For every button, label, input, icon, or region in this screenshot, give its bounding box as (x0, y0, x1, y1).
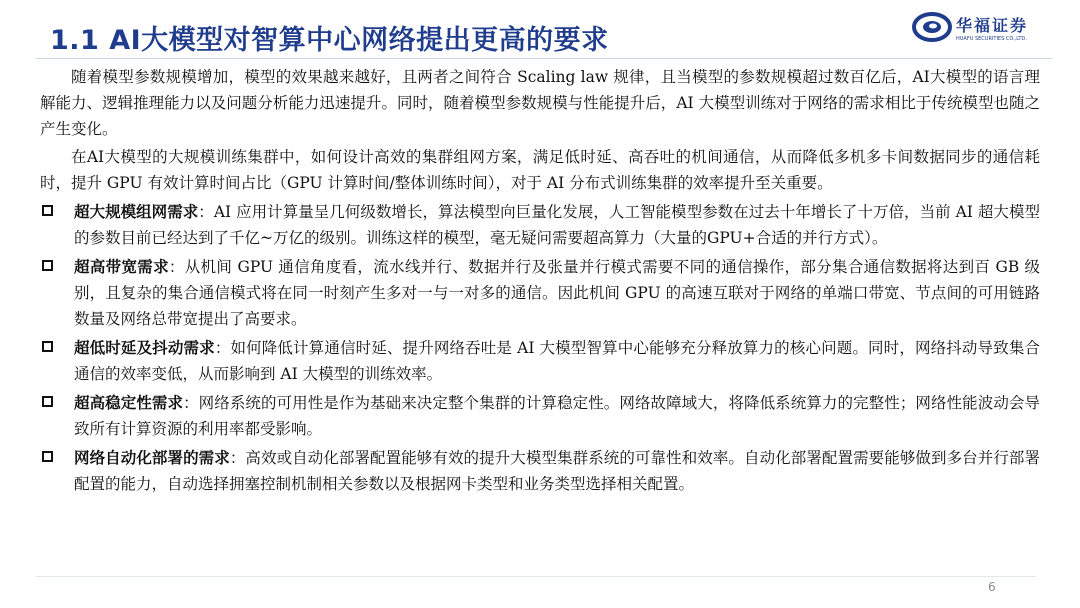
bullet-item-high-bandwidth (40, 254, 1040, 332)
bullet-item-low-latency (40, 335, 1040, 387)
checkbox-bullet-icon (42, 396, 53, 407)
main-content (40, 64, 1040, 497)
bullet-text: ：从机间 GPU 通信角度看，流水线并行、数据并行及张量并行模式需要不同的通信操作，部分集合通信数据将达到百 GB 级别，且复杂的集合通信模式将在同一时刻产生多对一与一对多的通信。因此机间 GPU 的高速互联对于网络的单端口带宽、节点间的可用链路数量及网络总带宽提出了高要求。 (74, 258, 1040, 328)
bullet-lead: 超低时延及抖动需求 (74, 339, 215, 357)
footer-divider (36, 576, 1036, 577)
bullet-lead: 超大规模组网需求 (74, 203, 199, 221)
intro-paragraph-2: 在AI大模型的大规模训练集群中，如何设计高效的集群组网方案，满足低时延、高吞吐的机间通信，从而降低多机多卡间数据同步的通信耗时，提升 GPU 有效计算时间占比（GPU 计算时间/整体训练时间），对于 AI 分布式训练集群的效率提升至关重要。 (40, 148, 1040, 192)
logo-emblem-icon (912, 12, 952, 42)
bullet-text: ：网络系统的可用性是作为基础来决定整个集群的计算稳定性。网络故障域大，将降低系统算力的完整性；网络性能波动会导致所有计算资源的利用率都受影响。 (74, 394, 1040, 438)
logo-english-text: HUAFU SECURITIES CO.,LTD. (956, 36, 1027, 42)
bullet-item-high-stability (40, 390, 1040, 442)
checkbox-bullet-icon (42, 341, 53, 352)
bullet-lead: 网络自动化部署的需求 (74, 449, 230, 467)
bullet-text: ：AI 应用计算量呈几何级数增长，算法模型向巨量化发展，人工智能模型参数在过去十年增长了十万倍，当前 AI 超大模型的参数目前已经达到了千亿~万亿的级别。训练这样的模型，毫无疑问需要超高算力（大量的GPU+合适的并行方式）。 (74, 203, 1040, 247)
bullet-item-large-scale-network (40, 199, 1040, 251)
page-title: 1.1 AI大模型对智算中心网络提出更高的要求 (50, 25, 609, 56)
intro-paragraph-1: 随着模型参数规模增加，模型的效果越来越好，且两者之间符合 Scaling law 规律，且当模型的参数规模超过数百亿后，AI大模型的语言理解能力、逻辑推理能力以及问题分析能力迅速提升。同时，随着模型参数规模与性能提升后，AI 大模型训练对于网络的需求相比于传统模型也随之产生变化。 (40, 68, 1040, 138)
checkbox-bullet-icon (42, 205, 53, 216)
checkbox-bullet-icon (42, 260, 53, 271)
page-number: 6 (988, 580, 996, 594)
header-divider (36, 58, 1052, 59)
checkbox-bullet-icon (42, 451, 53, 462)
company-logo (912, 12, 1052, 48)
bullet-text: ：高效或自动化部署配置能够有效的提升大模型集群系统的可靠性和效率。自动化部署配置需要能够做到多台并行部署配置的能力，自动选择拥塞控制机制相关参数以及根据网卡类型和业务类型选择相关配置。 (74, 449, 1040, 493)
bullet-item-auto-deployment (40, 445, 1040, 497)
logo-chinese-text: 华福证券 (956, 16, 1029, 35)
bullet-lead: 超高带宽需求 (74, 258, 169, 276)
bullet-text: ：如何降低计算通信时延、提升网络吞吐是 AI 大模型智算中心能够充分释放算力的核心问题。同时，网络抖动导致集合通信的效率变低，从而影响到 AI 大模型的训练效率。 (74, 339, 1040, 383)
bullet-lead: 超高稳定性需求 (74, 394, 184, 412)
